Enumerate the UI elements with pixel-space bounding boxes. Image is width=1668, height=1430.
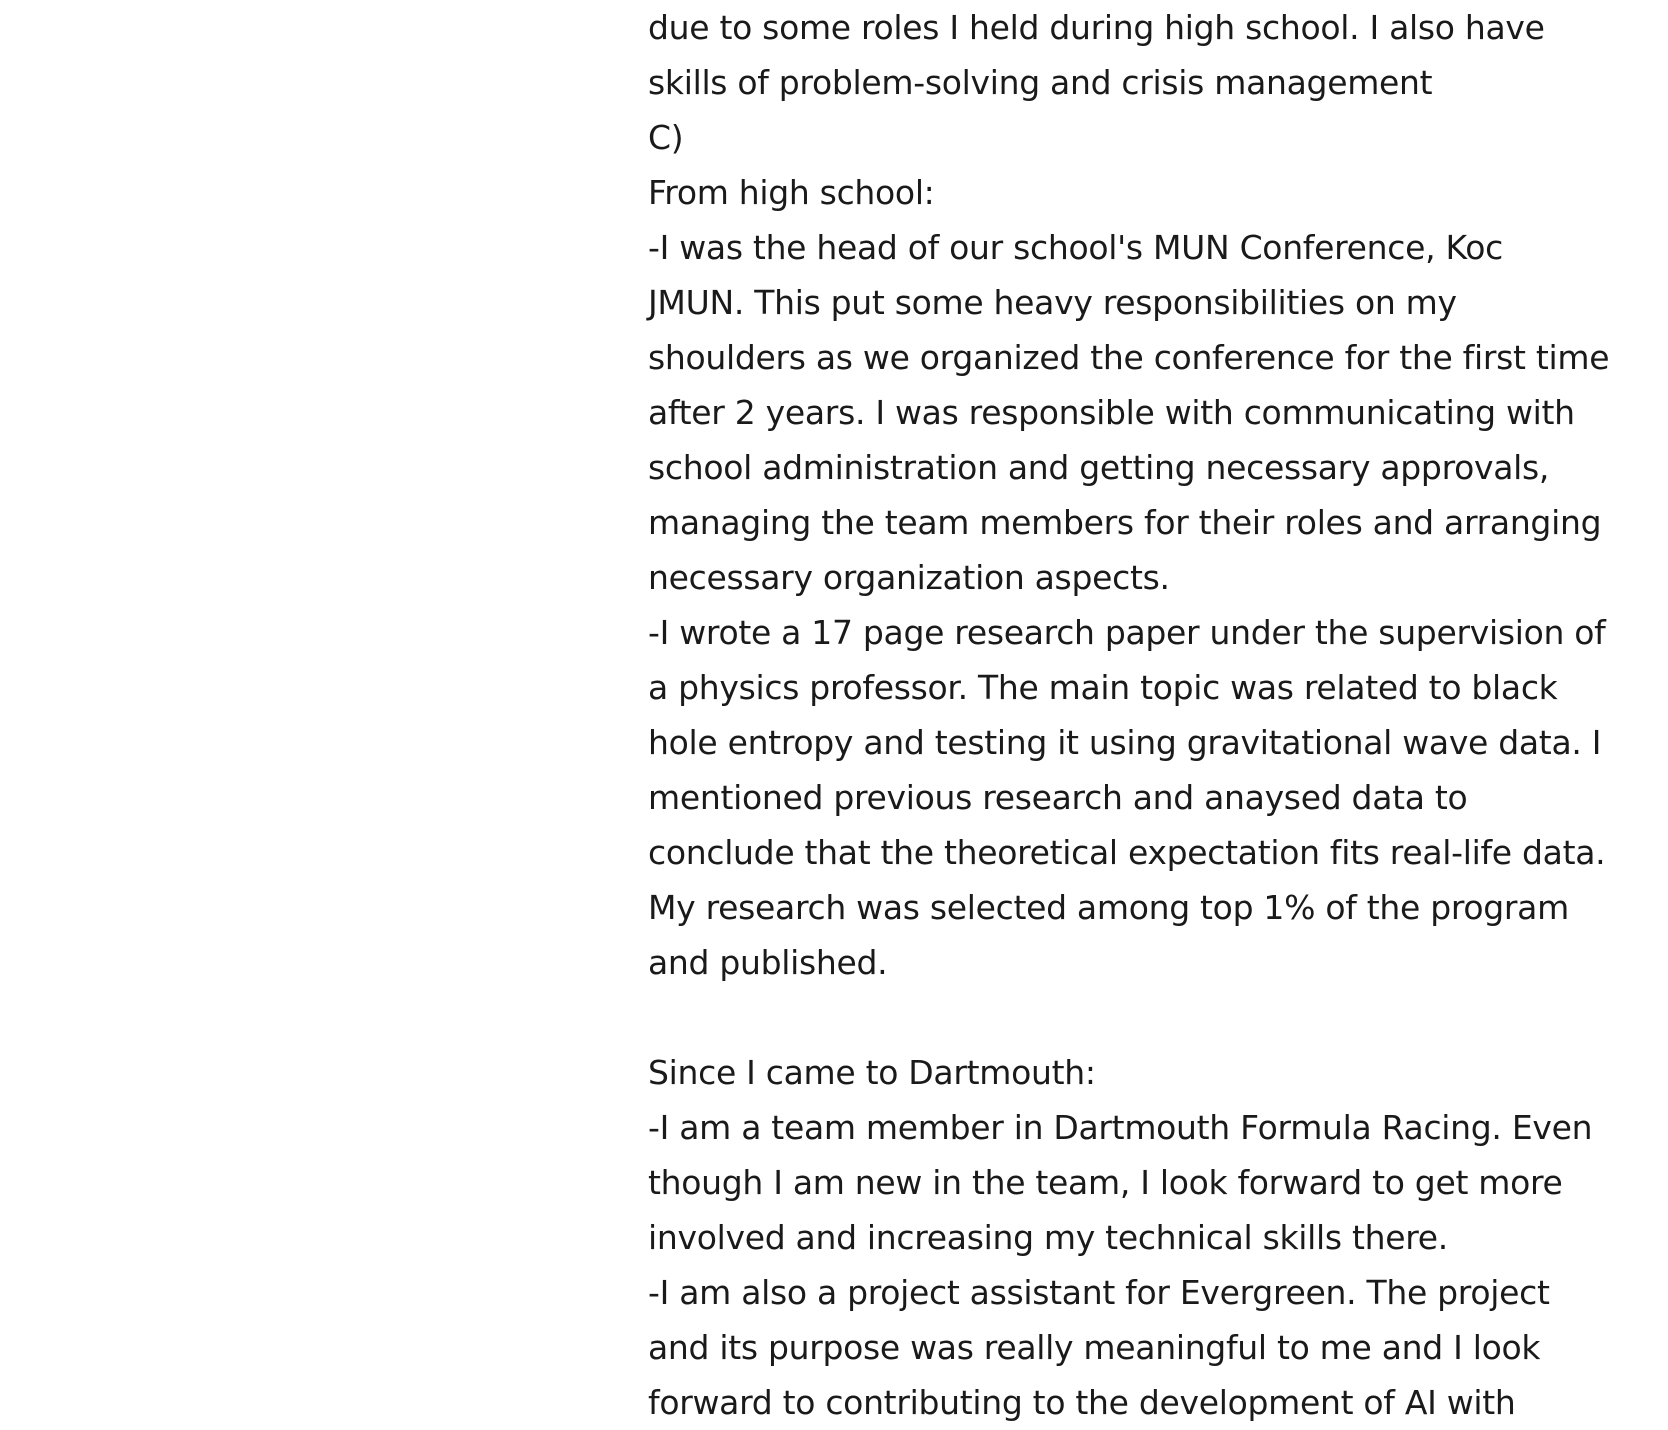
text-line: school administration and getting necessary approvals,: [648, 448, 1550, 487]
text-line: My research was selected among top 1% of the program: [648, 888, 1569, 927]
section-label: C): [648, 118, 684, 157]
text-line: and published.: [648, 943, 888, 982]
text-line: shoulders as we organized the conference for the first time: [648, 338, 1610, 377]
text-line: necessary organization aspects.: [648, 558, 1170, 597]
text-line: due to some roles I held during high school. I also have: [648, 8, 1545, 47]
text-line: involved and increasing my technical skills there.: [648, 1218, 1448, 1257]
text-line: skills of problem-solving and crisis management: [648, 63, 1433, 102]
text-line: mentioned previous research and anaysed data to: [648, 778, 1468, 817]
text-line: JMUN. This put some heavy responsibilities on my: [648, 283, 1457, 322]
text-line: after 2 years. I was responsible with communicating with: [648, 393, 1575, 432]
text-line: -I wrote a 17 page research paper under the supervision of: [648, 613, 1606, 652]
text-line: and its purpose was really meaningful to me and I look: [648, 1328, 1541, 1367]
subheading: From high school:: [648, 173, 935, 212]
text-line: conclude that the theoretical expectation fits real-life data.: [648, 833, 1606, 872]
text-line: managing the team members for their roles and arranging: [648, 503, 1602, 542]
text-line: hole entropy and testing it using gravitational wave data. I: [648, 723, 1602, 762]
document-text: [648, 0, 1628, 1430]
subheading: Since I came to Dartmouth:: [648, 1053, 1096, 1092]
text-line: -I am a team member in Dartmouth Formula Racing. Even: [648, 1108, 1593, 1147]
blank-line: [648, 990, 1628, 1045]
text-line: forward to contributing to the development of AI with: [648, 1383, 1516, 1422]
text-line: though I am new in the team, I look forward to get more: [648, 1163, 1563, 1202]
text-line: -I am also a project assistant for Evergreen. The project: [648, 1273, 1550, 1312]
text-line: a physics professor. The main topic was related to black: [648, 668, 1558, 707]
text-line: -I was the head of our school's MUN Conference, Koc: [648, 228, 1503, 267]
